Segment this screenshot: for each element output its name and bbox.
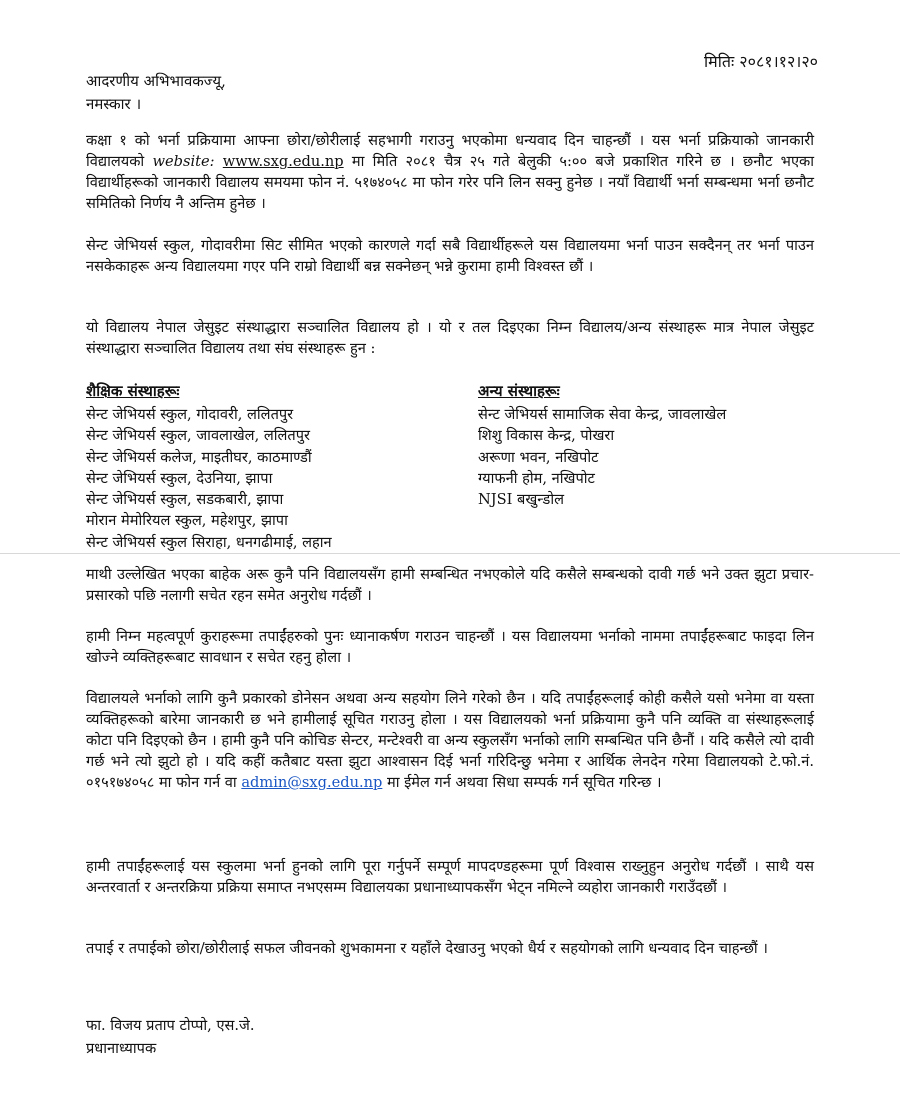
para4-text: माथी उल्लेखित भएका बाहेक अरू कुनै पनि विद्यालयसँग हामी सम्बन्धित नभएकोले यदि कसैले सम्बन्धको दावी गर्छ भने उक्त झुटा प्रचार-प्रसारको पछि नलागी सचेत रहन समेत अनुरोध गर्दछौं । (86, 566, 814, 604)
educational-heading: शैक्षिक संस्थाहरूः (86, 382, 180, 400)
list-item: सेन्ट जेभियर्स स्कुल, जावलाखेल, ललितपुर (86, 427, 310, 445)
signatory-title: प्रधानाध्यापक (86, 1040, 157, 1057)
para6-text-a: विद्यालयले भर्नाको लागि कुनै प्रकारको डोनेसन अथवा अन्य सहयोग लिने गरेको छैन । यदि तपाईंहरूलाई कोही कसैले यसो भनेमा वा यस्ता व्यक्तिहरूको बारेमा जानकारी छ भने हामीलाई सूचित गराउनु होला । यस विद्यालयको भर्ना प्रक्रियामा कुनै पनि व्यक्ति वा संस्थाहरूलाई कोटा पनि दिइएको छैन । हामी कुनै पनि कोचिङ सेन्टर, मन्टेश्वरी वा अन्य स्कुलसँग भर्नाको लागि सम्बन्धित पनि छैनौं । यदि कसैले त्यो दावी गर्छ भने त्यो झुटो हो । यदि कहीं कतैबाट यस्ता झुटा आश्वासन दिई भर्ना गरिदिन्छु भनेमा र आर्थिक लेनदेन गरेमा विद्यालयको टे.फो.नं. ०१५१७४०५८ मा फोन गर्न वा (86, 690, 814, 791)
paragraph-attention (86, 626, 814, 668)
website-label: website: (152, 153, 215, 170)
email-link[interactable]: admin@sxg.edu.np (241, 774, 383, 791)
greeting: नमस्कार । (86, 95, 142, 113)
list-item: ग्याफनी होम, नखिपोट (478, 469, 595, 487)
para1-text-b: मा मिति २०८१ चैत्र २५ गते बेलुकी ५:०० बजे प्रकाशित गरिने छ । छनौट भएका विद्यार्थीहरूको जानकारी विद्यालय समयमा फोन नं. ५१७४०५८ मा फोन गरेर पनि लिन सक्नु हुनेछ । नयाँ विद्यार्थी भर्ना सम्बन्धमा भर्ना छनौट समितिको निर्णय नै अन्तिम हुनेछ । (86, 153, 815, 212)
paragraph-thanks (86, 938, 814, 959)
list-item: अरूणा भवन, नखिपोट (478, 448, 599, 466)
list-item: शिशु विकास केन्द्र, पोखरा (478, 427, 615, 445)
para7-text: हामी तपाईंहरूलाई यस स्कुलमा भर्ना हुनको लागि पूरा गर्नुपर्ने सम्पूर्ण मापदण्डहरूमा पूर्ण विश्वास राख्नुहुन अनुरोध गर्दछौं । साथै यस अन्तरवार्ता र अन्तरक्रिया प्रक्रिया समाप्त नभएसम्म विद्यालयका प्रधानाध्यापकसँग भेट्न नमिल्ने व्यहोरा जानकारी गराउँदछौं । (86, 858, 814, 896)
para3-text: यो विद्यालय नेपाल जेसुइट संस्थाद्धारा सञ्चालित विद्यालय हो । यो र तल दिइएका निम्न विद्यालय/अन्य संस्थाहरू मात्र नेपाल जेसुइट संस्थाद्धारा सञ्चालित विद्यालय तथा संघ संस्थाहरू हुन : (86, 319, 814, 357)
educational-institutions (86, 380, 466, 553)
list-item: मोरान मेमोरियल स्कुल, महेशपुर, झापा (86, 512, 288, 530)
signatory-name: फा. विजय प्रताप टोप्पो, एस.जे. (86, 1017, 255, 1034)
list-item: NJSI बखुन्डोल (478, 491, 564, 509)
salutation: आदरणीय अभिभावकज्यू, (86, 72, 226, 90)
paragraph-no-other-affiliation (86, 564, 814, 606)
para5-text: हामी निम्न महत्वपूर्ण कुराहरूमा तपाईंहरुको पुनः ध्यानाकर्षण गराउन चाहन्छौं । यस विद्यालयमा भर्नाको नाममा तपाईंहरूबाट फाइदा लिन खोज्ने व्यक्तिहरूबाट सावधान र सचेत रहनु होला । (86, 628, 814, 666)
paragraph-trust-criteria (86, 856, 814, 898)
list-item: सेन्ट जेभियर्स सामाजिक सेवा केन्द्र, जावलाखेल (478, 406, 727, 423)
paragraph-admission-info (86, 130, 814, 214)
list-item: सेन्ट जेभियर्स स्कुल, सडकबारी, झापा (86, 491, 284, 509)
paragraph-no-donation (86, 688, 814, 793)
page-divider (0, 553, 900, 554)
list-item: सेन्ट जेभियर्स स्कुल, देउनिया, झापा (86, 469, 273, 487)
list-item: सेन्ट जेभियर्स स्कुल, गोदावरी, ललितपुर (86, 406, 294, 423)
paragraph-limited-seats (86, 235, 814, 277)
paragraph-jesuit-institutions (86, 317, 814, 359)
para1-text-a: कक्षा १ को भर्ना प्रक्रियामा आफ्ना छोरा/छोरीलाई सहभागी गराउनु भएकोमा धन्यवाद दिन चाहन्छौं । यस भर्ना प्रक्रियाको जानकारी विद्यालयको (86, 132, 814, 170)
para2-text: सेन्ट जेभियर्स स्कुल, गोदावरीमा सिट सीमित भएको कारणले गर्दा सबै विद्यार्थीहरूले यस विद्यालयमा भर्ना पाउन सक्दैनन् तर भर्ना पाउन नसकेकाहरू अन्य विद्यालयमा गएर पनि राम्रो विद्यार्थी बन्न सक्नेछन् भन्ने कुरामा हामी विश्वस्त छौं । (86, 237, 814, 275)
greeting-block (86, 70, 814, 116)
para6-text-b: मा ईमेल गर्न अथवा सिधा सम्पर्क गर्न सूचित गरिन्छ । (382, 774, 662, 791)
other-heading: अन्य संस्थाहरूः (478, 382, 560, 400)
website-link[interactable]: www.sxg.edu.np (222, 153, 344, 170)
notice-date: मितिः २०८१।१२।२० (704, 52, 818, 71)
list-item: सेन्ट जेभियर्स कलेज, माइतीघर, काठमाण्डौं (86, 448, 312, 466)
other-institutions (478, 380, 818, 510)
para8-text: तपाई र तपाईको छोरा/छोरीलाई सफल जीवनको शुभकामना र यहाँले देखाउनु भएको धैर्य र सहयोगको लागि धन्यवाद दिन चाहन्छौं । (86, 940, 768, 957)
signature-block (86, 1014, 255, 1060)
list-item: सेन्ट जेभियर्स स्कुल सिराहा, धनगढीमाई, लहान (86, 533, 332, 551)
